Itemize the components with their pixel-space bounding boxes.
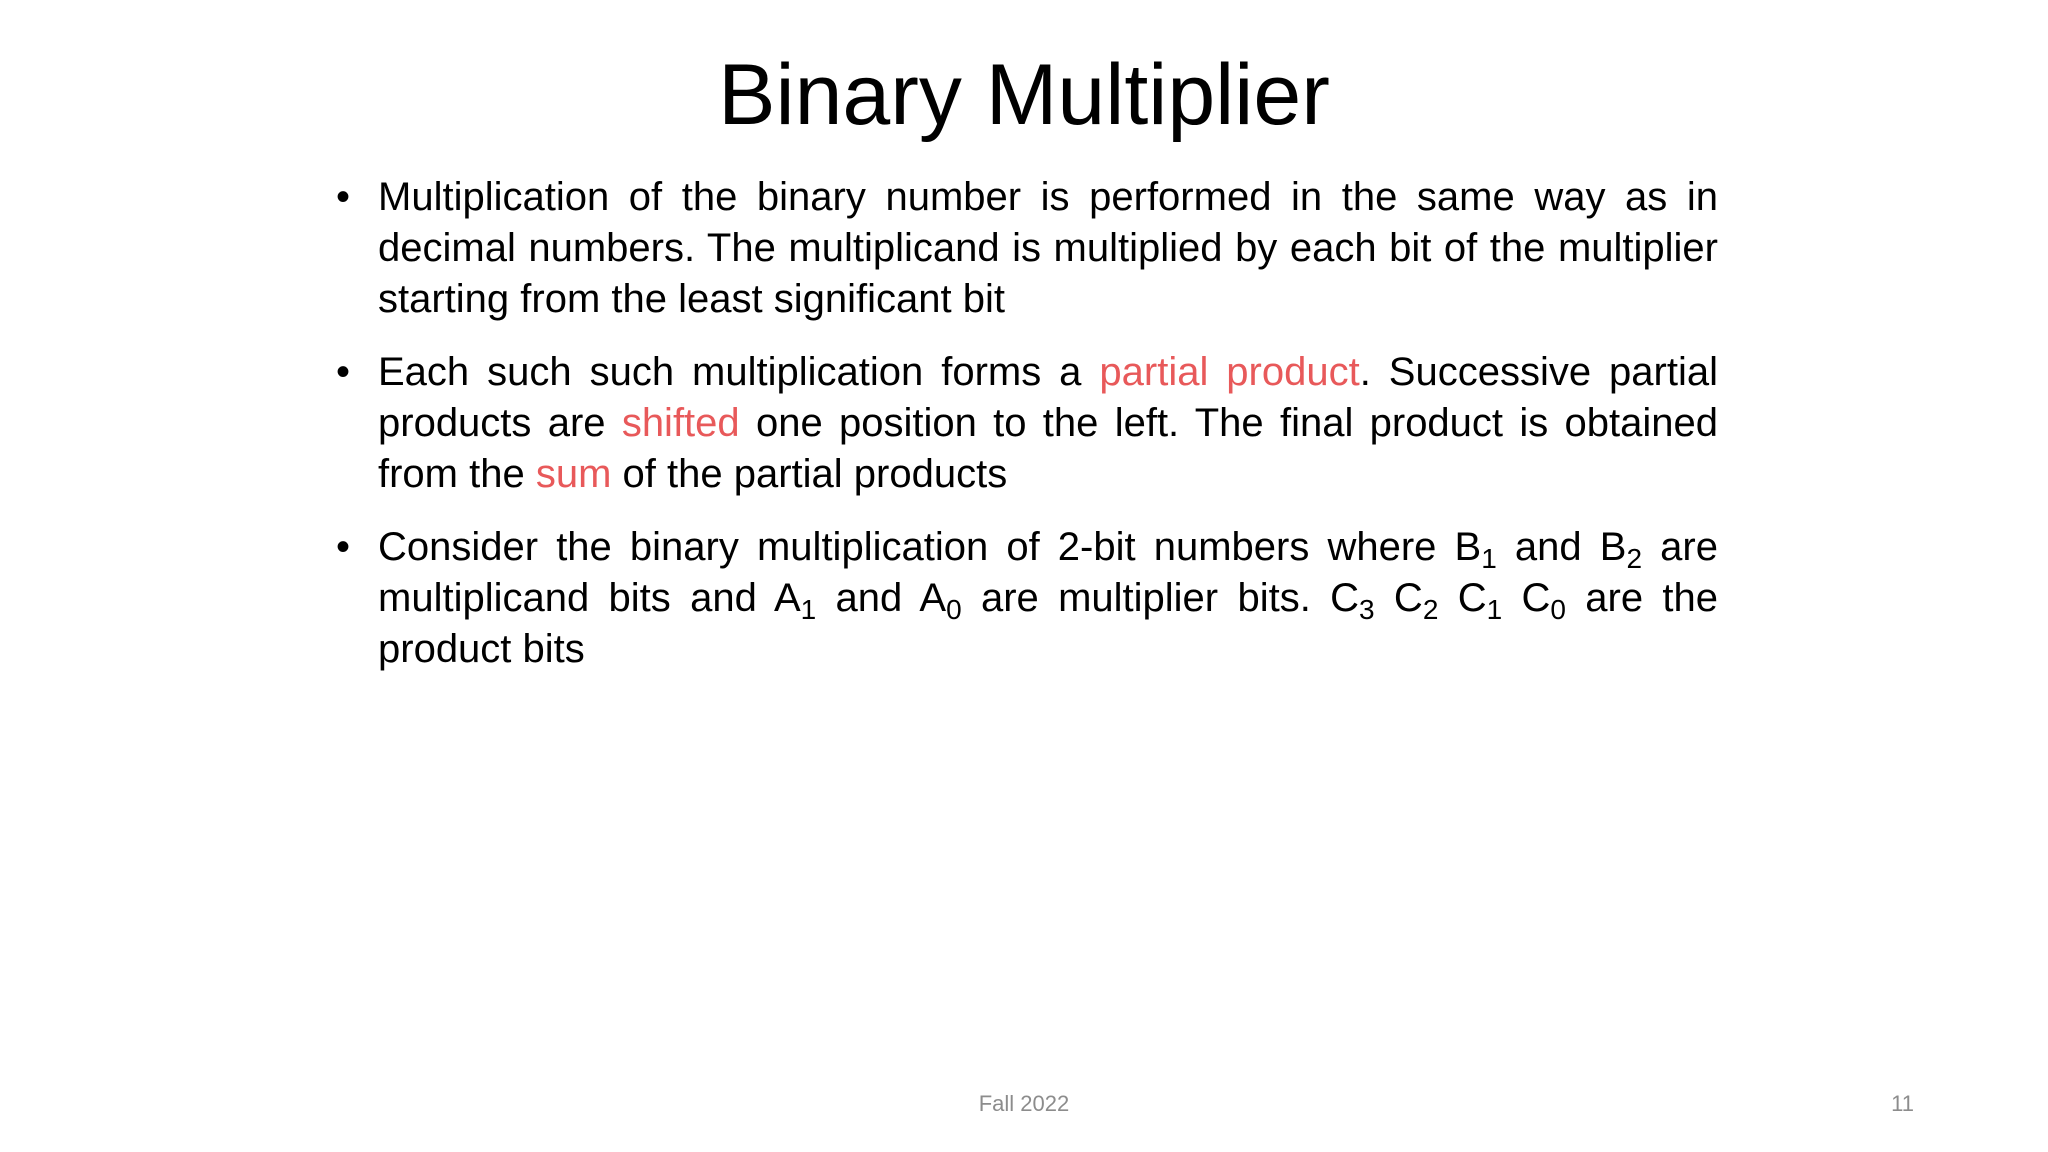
subscript: 2	[1422, 594, 1439, 625]
subscript: 1	[1486, 594, 1503, 625]
bullet-list	[330, 172, 1718, 697]
bullet-text: are the product bits	[378, 576, 1719, 671]
footer-date: Fall 2022	[978, 1091, 1070, 1116]
bullet-text: C	[1374, 576, 1423, 620]
bullet-text: one position to the left. The final product is obtained from the	[378, 401, 1718, 496]
bullet-text: and B	[1496, 525, 1627, 569]
bullet-item-2	[330, 347, 1718, 500]
subscript: 3	[1359, 594, 1375, 625]
bullet-dot: •	[336, 525, 351, 569]
bullet-item-3	[330, 522, 1718, 675]
subscript: 1	[1481, 543, 1497, 574]
highlight-partial-product: partial product	[1099, 350, 1360, 394]
bullet-text: are multiplicand bits and A	[378, 525, 1718, 620]
bullet-text: are multiplier bits. C	[961, 576, 1360, 620]
bullet-text: Each such such multiplication forms a	[378, 350, 1100, 394]
bullet-item-1	[330, 172, 1718, 325]
slide-title: Binary Multiplier	[718, 47, 1330, 143]
subscript: 0	[1550, 594, 1566, 625]
bullet-text: Consider the binary multiplication of 2-bit numbers where B	[378, 525, 1482, 569]
page-number: 11	[1891, 1091, 1914, 1116]
bullet-dot: •	[336, 175, 351, 219]
bullet-text: C	[1502, 576, 1551, 620]
highlight-sum: sum	[535, 452, 612, 496]
bullet-text: C	[1438, 576, 1487, 620]
bullet-dot: •	[336, 350, 351, 394]
bullet-text: Multiplication of the binary number is performed in the same way as in decimal numbers. The multiplicand is multiplied by each bit of the multiplier starting from the least significant bit	[378, 175, 1718, 321]
bullet-text: of the partial products	[611, 452, 1008, 496]
bullet-text: . Successive partial products are	[378, 350, 1719, 445]
highlight-shifted: shifted	[621, 401, 740, 445]
subscript: 2	[1626, 543, 1643, 574]
subscript: 1	[800, 594, 817, 625]
subscript: 0	[946, 594, 962, 625]
bullet-text: and A	[816, 576, 947, 620]
